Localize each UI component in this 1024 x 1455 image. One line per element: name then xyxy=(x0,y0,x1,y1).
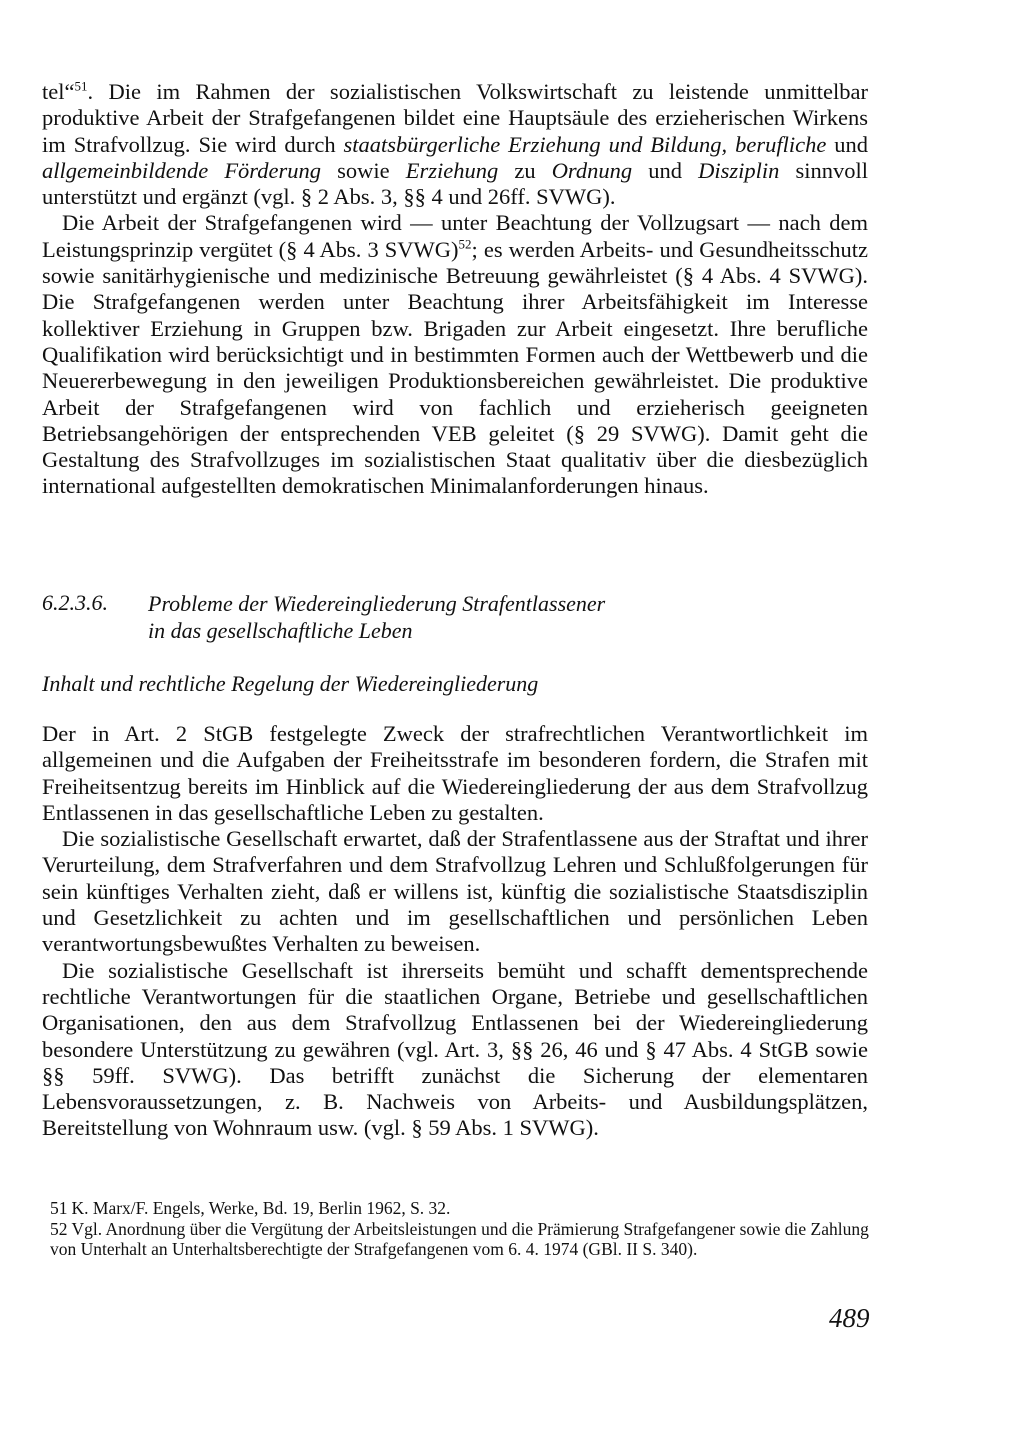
text-run: zu xyxy=(498,157,552,183)
section-number: 6.2.3.6. xyxy=(42,590,108,615)
paragraph xyxy=(42,721,868,826)
emphasis-text: Disziplin xyxy=(698,157,780,183)
text-run: Die sozialistische Gesellschaft erwartet, daß der Strafentlassene aus der Straftat und ihrer Verurteilung, dem Strafverfahren und dem Strafvollzug Lehren und Schlußfolgerungen für sein künftiges Verhalten zieht, daß er willens ist, künftig die sozialistische Staatsdisziplin und Gesetzlichkeit zu achten und im gesellschaftlichen und persönlichen Leben verantwortungsbewußtes Verhalten zu beweisen. xyxy=(42,826,868,957)
footnote-number: 51 xyxy=(50,1198,68,1218)
text-run: Die sozialistische Gesellschaft ist ihrerseits bemüht und schafft dementsprechende rechtliche Verantwortungen für die staatlichen Organe, Betriebe und gesellschaftlichen Organisationen, den aus dem Strafvollzug Entlassenen bei der Wiedereingliederung besondere Unterstützung zu gewähren (vgl. Art. 3, §§ 26, 46 und § 47 Abs. 4 StGB sowie §§ 59ff. SVWG). Das betrifft zunächst die Sicherung der elementaren Lebensvoraussetzungen, z. B. Nachweis von Arbeits- und Ausbildungsplätzen, Bereitstellung von Wohnraum usw. (vgl. § 59 Abs. 1 SVWG). xyxy=(42,957,868,1141)
text-run: Der in Art. 2 StGB festgelegte Zweck der strafrechtlichen Verantwortlichkeit im allgemeinen und die Aufgaben der Freiheitsstrafe im besonderen fordern, die Strafen mit Freiheitsentzug bereits im Hinblick auf die Wiedereingliederung der aus dem Strafvollzug Entlassenen in das gesellschaftliche Leben zu gestalten. xyxy=(42,721,868,825)
footnote-ref: 52 xyxy=(458,236,472,252)
text-run: . Die im Rahmen der sozialistischen Volkswirtschaft zu leistende unmittelbar produktive Arbeit der Strafgefangenen bildet eine Hauptsäule des erzieherischen Wirkens im Strafvollzug. Sie wird durch xyxy=(42,79,868,157)
section-title-line-2: in das gesellschaftliche Leben xyxy=(148,618,413,643)
footnote-text: K. Marx/F. Engels, Werke, Bd. 19, Berlin 1962, S. 32. xyxy=(71,1198,451,1218)
paragraph xyxy=(42,958,868,1142)
text-run: sowie xyxy=(320,157,406,183)
footnote-ref: 51 xyxy=(74,78,88,94)
emphasis-text: Erziehung xyxy=(405,157,499,183)
text-run: Die Arbeit der Strafgefangenen wird — unter Beachtung der Vollzugsart — nach dem Leistungsprinzip vergütet (§ 4 Abs. 3 SVWG) xyxy=(42,210,868,262)
text-run: sinnvoll unterstützt und ergänzt (vgl. § 2 Abs. 3, §§ 4 und 26ff. SVWG). xyxy=(42,157,868,210)
paragraph xyxy=(42,210,868,499)
footnote xyxy=(50,1219,880,1260)
page-number: 489 xyxy=(829,1303,870,1333)
text-run: ; es werden Arbeits- und Gesundheitsschutz sowie sanitärhygienische und medizinische Betreuung gewährleistet (§ 4 Abs. 4 SVWG). Die Strafgefangenen werden unter Beachtung ihrer Arbeitsfähigkeit im Interesse kollektiver Erziehung in Gruppen bzw. Brigaden zur Arbeit eingesetzt. Ihre berufliche Qualifikation wird berücksichtigt und in bestimmten Formen auch der Wettbewerb und die Neuererbewegung in den jeweiligen Produktionsbereichen gewährleistet. Die produktive Arbeit der Strafgefangenen wird von fachlich und erzieherisch geeigneten Betriebsangehörigen der entsprechenden VEB geleitet (§ 29 SVWG). Damit geht die Gestaltung des Strafvollzuges im sozialistischen Staat qualitativ über die diesbezüglich international aufgestellten demokratischen Minimalanforderungen hinaus. xyxy=(42,236,868,499)
body-text-bottom xyxy=(42,721,868,1142)
footnote-number: 52 xyxy=(50,1218,68,1239)
footnote xyxy=(50,1198,880,1219)
text-run: und xyxy=(632,157,699,183)
text-run: tel“ xyxy=(42,79,75,104)
text-run: und xyxy=(826,131,869,157)
footnotes xyxy=(50,1198,880,1260)
section-title xyxy=(148,590,848,644)
paragraph xyxy=(42,826,868,957)
emphasis-text: staatsbürgerliche Erziehung und Bildung, berufliche xyxy=(343,131,827,157)
emphasis-text: allgemeinbildende Förderung xyxy=(42,157,321,183)
paragraph xyxy=(42,79,868,210)
subheading: Inhalt und rechtliche Regelung der Wiedereingliederung xyxy=(42,671,539,696)
section-title-line-1: Probleme der Wiedereingliederung Strafentlassener xyxy=(148,591,606,616)
footnote-text: Vgl. Anordnung über die Vergütung der Arbeitsleistungen und die Prämierung Strafgefangener sowie die Zahlung von Unterhalt an Unterhaltsberechtigte der Strafgefangenen vom 6. 4. 1974 (GBl. II S. 340). xyxy=(50,1218,869,1259)
body-text-top xyxy=(42,79,868,500)
emphasis-text: Ordnung xyxy=(551,157,633,183)
